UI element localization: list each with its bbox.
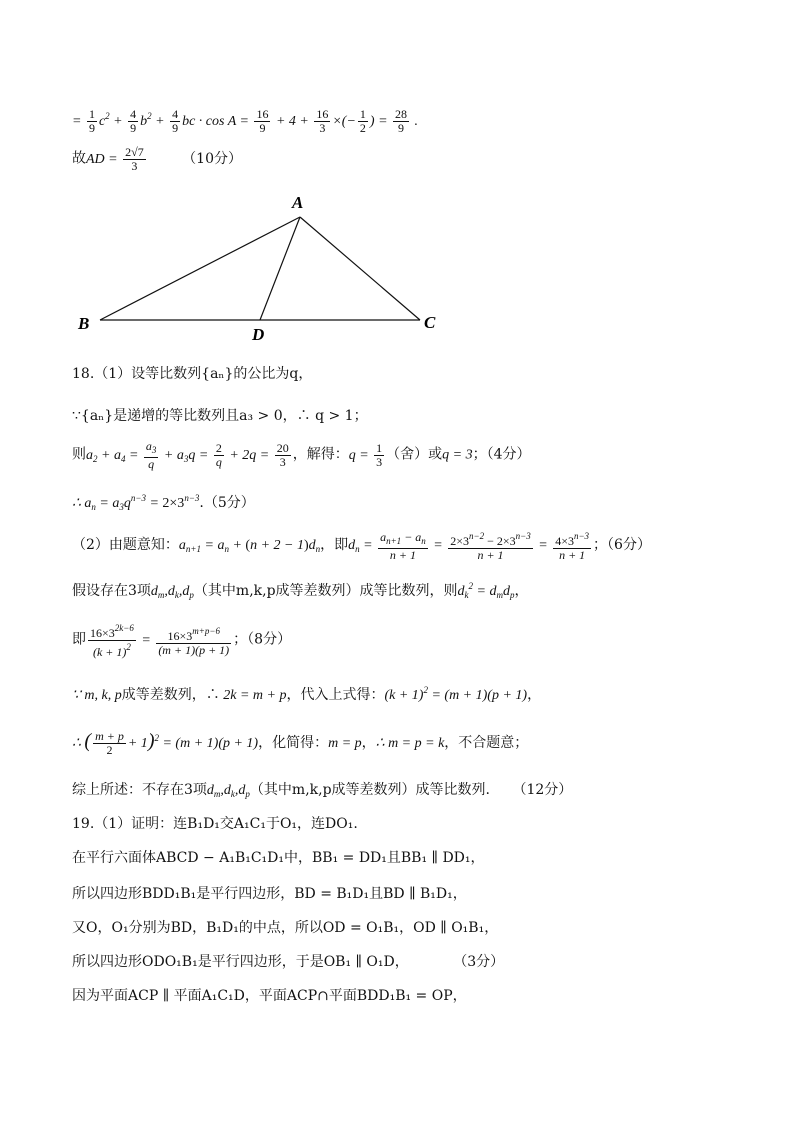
q19-line2: 在平行六面体ABCD − A₁B₁C₁D₁中，BB₁ = DD₁且BB₁ ∥ DD₁， [72,850,485,866]
score-3: （3分） [453,954,505,970]
q19-line6: 因为平面ACP ∥ 平面A₁C₁D，平面ACP∩平面BDD₁B₁ = OP， [72,988,467,1004]
q18-part2-arith: ∵ m, k, p成等差数列，∴ 2k = m + p，代入上式得：$(k + 1)^2 = (m + 1)(p + 1)$， [72,685,542,703]
label-d: D [252,325,265,344]
label-b: B [78,314,90,333]
concl-mid: （其中m,k,p成等差数列）成等比数列. [249,782,490,798]
label-c: C [424,313,436,332]
q18-part2-assume: 假设存在3项$d_m,d_k,d_p$（其中m,k,p成等差数列）成等比数列，则$d_k^2 = d_md_p$， [72,581,529,600]
score-5: .（5分） [199,495,255,511]
q18-then: ，即 [320,537,349,554]
q19-line4: 又O，O₁分别为BD，B₁D₁的中点，所以OD = O₁B₁，OD ∥ O₁B₁， [72,920,499,936]
q18-part1-line3: 则$a_2 + a_4$ = $\frac{a_3}{q}$ + $a_3q$ = $\frac{2}{q}$ + 2q = $\frac{20}{3}$ ，解得：q = $\frac{1}{3}$ （舍）或q = 3；（4分） [72,439,531,471]
score-12: （12分） [512,782,573,798]
q18-part2-simplify: ∴ ( $\frac{m + p}{2}$ + 1)$^2$ = (m + 1)(p + 1)，化简得：m = p，∴ m = p = k，不合题意； [72,729,529,758]
score-8: ；（8分） [233,631,292,648]
assume-mid: （其中m,k,p成等差数列）成等比数列，则 [193,583,458,599]
q18-part2-line1: （2）由题意知：$a_{n+1} = a_n + (n + 2 - 1)d_n$，即$d_n$ = $\frac{a_{n+1} - a_n}{n + 1}$ = $\frac{2\times 3^{n-2} - 2\times 3^{n-3}}{n + 1}$ = $\frac{4\times 3^{n-3}}{n + 1}$ ；（6分） [72,529,651,562]
q19-line5-text: 所以四边形ODO₁B₁是平行四边形，于是OB₁ ∥ O₁D， [72,954,409,970]
contra-text: ，不合题意； [444,735,529,751]
that-is: 即 [72,631,86,648]
side-ac [300,217,420,320]
label-a: A [292,193,304,212]
solve-text: ，解得： [292,446,349,463]
q18-part1-line2: ∵{aₙ}是递增的等比数列且a₃ > 0，∴ q > 1； [72,408,368,424]
q18-part1-line4: ∴ $a_n = a_3q^{n-3} = 2\times 3^{n-3}.(5$分） [72,493,255,512]
triangle-figure [72,190,472,350]
q18-conclusion: 综上所述：不存在3项$d_m,d_k,d_p$（其中m,k,p成等差数列）成等比数列. （12分） [72,782,573,799]
q18-part1-intro: 18.（1）设等比数列{aₙ}的公比为q， [72,366,313,382]
therefore-word: 故 [72,150,86,167]
score-10: （10分） [182,150,242,167]
q18-part2-equation: 即 $\frac{16\times 3^{2k-6}}{(k + 1)^2}$ = $\frac{16\times 3^{m+p-6}}{(m + 1)(p + 1)}$ ；（8分） [72,623,292,659]
simplify-text: ，化简得： [258,735,329,751]
assume-text: 假设存在3项 [72,583,151,599]
segment-ad [260,217,300,320]
score-4: ；（4分） [472,446,531,463]
q19-line5 [72,952,504,972]
concl-text: 综上所述：不存在3项 [72,782,207,798]
q19-line1: 19.（1）证明：连B₁D₁交A₁C₁于O₁，连DO₁. [72,816,358,832]
q18-part2-intro: （2）由题意知： [72,537,179,554]
side-ab [100,217,300,320]
sub-text: ，代入上式得： [286,687,385,703]
ad-result-line: 故AD = $\frac{2√7}{3}$ （10分） [72,145,242,173]
q19-line3: 所以四边形BDD₁B₁是平行四边形，BD = B₁D₁且BD ∥ B₁D₁， [72,886,467,902]
arith-text: 成等差数列，∴ [121,687,220,703]
score-6: ；（6分） [593,537,651,554]
reject-text: （舍）或 [386,446,443,463]
equation-line-1: = $\frac{1}{9}$ $c^2$ + $\frac{4}{9}$ $b^2$ + $\frac{4}{9}$ bc · cos A = $\frac{16}{9}$ + 4 + $\frac{16}{3}$ ×(− $\frac{1}{2}$ ) = $\frac{28}{9}$ . [72,107,419,136]
